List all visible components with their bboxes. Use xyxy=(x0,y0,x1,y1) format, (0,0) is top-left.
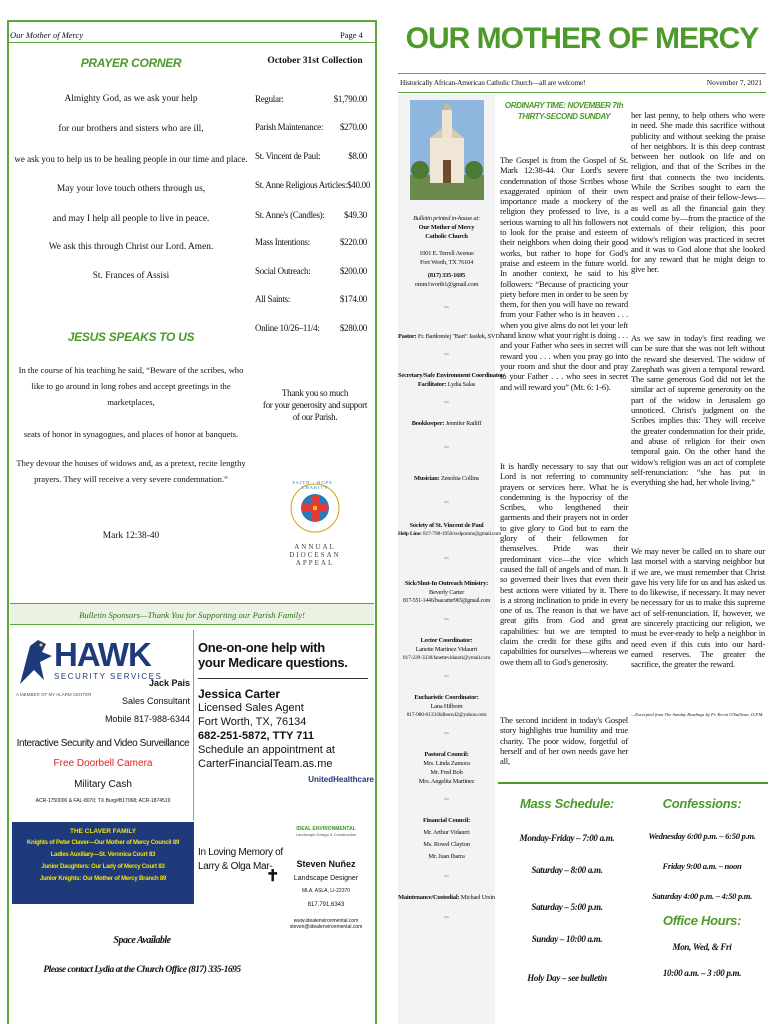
staff-entry: Pastor: Fr. Bartłomiej "Bart" Jasiłek, SVD xyxy=(398,333,500,340)
sponsors-banner: Bulletin Sponsors—Thank You for Supporting our Parish Family! xyxy=(10,603,374,625)
collection-thanks: Thank you so much for your generosity and support of our Parish. xyxy=(262,388,368,422)
church-info xyxy=(398,214,495,289)
divider-icon: ⇔ xyxy=(442,871,451,880)
hawk-license: ACR-1750000 & FAL-8070; TX Burg#B17968; ACR-1874519 xyxy=(35,798,171,804)
divider-icon: ⇔ xyxy=(442,397,451,406)
office-hours-heading: Office Hours: xyxy=(662,913,742,928)
church-email[interactable]: omm1worth1@gmail.com xyxy=(414,281,479,288)
church-name: Our Mother of Mercy xyxy=(418,224,475,231)
landscape-name: Steven Nuñez xyxy=(296,859,356,869)
divider-icon: ⇔ xyxy=(442,302,451,311)
collection-row: St. Vincent de Paul: $8.00 xyxy=(255,151,367,161)
mass-time: Saturday – 8:00 a.m. xyxy=(531,865,603,875)
reflection-text: It is hardly necessary to say that our Lord is not referring to community prayers or services here. What he is condemning is the hypocrisy of the Scribes, who lengthened their garments and their prayers not in order to give glory to God but to earn the glory of their fellowmen for themselves. Pride was their predominant vice—the vice which caused the fall of angels and of man. It so governed their lives that even their best actions were vitiated by it. There is a strong inclination to pride in every one of us. The reason is that we have great gifts from God and great capabilities: but we are tempted to claim the credit for these gifts and capabilities for ourselves—whereas we owe them all to God's generosity. xyxy=(500,461,628,667)
space-available: Space Available xyxy=(113,935,171,946)
left-header-rule xyxy=(7,42,377,43)
office-time: 10:00 a.m. – 3 :00 p.m. xyxy=(662,968,742,978)
staff-entry: Musician: Zenobia Collins xyxy=(414,475,479,482)
collection-row: Parish Maintenance: $270.00 xyxy=(255,122,367,132)
subtitle: Historically African-American Catholic Church—all are welcome! xyxy=(400,78,586,87)
gospel-line: seats of honor in synagogues, and places of honor at banquets. xyxy=(23,429,239,439)
page-number: Page 4 xyxy=(340,30,363,40)
collection-row: Mass Intentions: $220.00 xyxy=(255,237,367,247)
left-header-title: Our Mother of Mercy xyxy=(10,30,84,40)
subtitle-bar xyxy=(398,73,766,93)
staff-entry: Help Line: 817-798-1950/svdpomm@gmail.com xyxy=(398,531,502,537)
staff-entry: Secretary/Safe Environment Coordinator/ xyxy=(398,372,505,379)
staff-entry: Eucharistic Coordinator: xyxy=(414,694,479,701)
claver-lines: Knights of Peter Claver—Our Mother of Mercy Council 89 Ladies Auxiliary—St. Veronica Court 83 Junior Daughters: Our Lady of Mercy Court 83 Junior Knights: Our Mother of Mercy Branch 89 xyxy=(26,840,180,882)
reflection-text: We may never be called on to share our last morsel with a starving neighbor but if we are, we must remember that Christ gave his very life for us and has asked us to do likewise, if necessary. It may never be necessary for us to make this supreme act of self-renunciation. If, however, we are sincerely practicing our religion, we must be ever-ready to help a neighbor in need even if this cuts into our hard-earned reserves. The greater the sacrifice, the greater the reward. xyxy=(631,546,765,670)
claver-title: THE CLAVER FAMILY xyxy=(69,828,137,835)
printed-note: Bulletin printed in-house at: xyxy=(413,215,480,222)
staff-entry: Financial Council: xyxy=(423,817,470,824)
gospel-line: prayers. They will receive a very severe condemnation.” xyxy=(34,474,228,484)
main-title: OUR MOTHER OF MERCY xyxy=(405,22,759,55)
gospel-line: They devour the houses of widows and, as a pretext, recite lengthy xyxy=(16,458,246,468)
staff-entry: 817-551-1446/bsacarter965@gmail.com xyxy=(402,598,491,604)
reflection-credit: —Excerpted from The Sunday Readings by Fr. Kevin O'Sullivan, O.F.M. xyxy=(631,712,764,717)
reflection-text: As we saw in today's first reading we can be sure that she was not left without the reward she deserved. The widow of Zarephath was given a temporal reward. The same generous God did not let the similar act of supreme generosity on the part of the widow in Jerusalem go unnoticed. Christ's judgment on the Scribes implies this: They will receive the greater condemnation for their pride, and abuse of religion for their own temporal gain. On the other hand the widow's religion was an act of complete self-renunciation: “she has put in everything she had, her whole living.” xyxy=(631,333,765,488)
gospel-line: In the course of his teaching he said, “Beware of the scribes, who xyxy=(18,365,244,375)
prayer-line: we ask you to help us to be healing people in our time and place. xyxy=(14,154,248,164)
medicare-ad xyxy=(198,640,374,784)
staff-entry: Facilitator: Lydia Salas xyxy=(417,381,476,388)
staff-entry: Sick/Shut-In Outreach Ministry: xyxy=(404,580,489,587)
gospel-line: like to go around in long robes and accept greetings in the xyxy=(31,381,231,391)
landscape-logo-sub: Landscape Design & Construction xyxy=(295,832,357,837)
divider-icon: ⇔ xyxy=(442,671,451,680)
divider-icon: ⇔ xyxy=(442,794,451,803)
unitedhealthcare-logo: UnitedHealthcare xyxy=(308,775,374,784)
gospel-line: marketplaces, xyxy=(107,397,155,407)
confessions-schedule xyxy=(636,796,768,978)
divider-icon: ⇔ xyxy=(442,912,451,921)
memorial-text: In Loving Memory of Larry & Olga Mar- xyxy=(198,847,283,872)
confession-time: Saturday 4:00 p.m. – 4:50 p.m. xyxy=(651,891,753,901)
hawk-security-ad xyxy=(12,630,194,820)
collection-row: St. Anne Religious Articles: $40.00 xyxy=(255,180,371,190)
staff-entry: Beverly Carter xyxy=(429,589,464,596)
reflection-heading: ORDINARY TIME: NOVEMBER 7th THIRTY-SECOND SUNDAY xyxy=(504,101,624,121)
cross-icon: ✝ xyxy=(266,868,280,885)
schedule-rule xyxy=(498,782,768,784)
confession-time: Friday 9:00 a.m. – noon xyxy=(662,861,742,871)
confessions-heading: Confessions: xyxy=(662,796,742,811)
collection-row: Regular: $1,790.00 xyxy=(255,94,367,104)
staff-entry: Bookkeeper: Jennifer Ratliff xyxy=(411,420,482,427)
staff-entry: Society of St. Vincent de Paul xyxy=(409,522,484,529)
landscape-phone: 817.791.6343 xyxy=(307,902,345,908)
landscape-license: MLA, ASLA, LI-22370 xyxy=(301,888,351,894)
appeal-text: ANNUAL DIOCESAN APPEAL xyxy=(289,543,341,567)
collection-row: St. Anne's (Candles): $49.30 xyxy=(255,210,367,220)
divider-icon: ⇔ xyxy=(442,442,451,451)
hawk-phone: Mobile 817-988-6344 xyxy=(104,714,190,724)
hawk-logo-text: HAWK xyxy=(54,636,151,673)
collection-panel xyxy=(255,56,375,423)
ad-contact: Please contact Lydia at the Church Office (817) 335-1695 xyxy=(43,965,241,975)
staff-entry: Mr. Arthur Vidaurri xyxy=(423,829,470,836)
mass-heading: Mass Schedule: xyxy=(519,796,615,811)
prayer-line: for our brothers and sisters who are ill, xyxy=(58,124,204,134)
hawk-service: Interactive Security and Video Surveillance xyxy=(16,738,190,749)
hawk-role: Sales Consultant xyxy=(121,696,190,706)
staff-entry: Ms. Rowel Clayton xyxy=(423,841,470,848)
staff-list xyxy=(398,302,505,922)
confession-time: Wednesday 6:00 p.m. – 6:50 p.m. xyxy=(648,831,756,841)
hawk-cash: Military Cash xyxy=(74,779,132,790)
divider-icon: ⇔ xyxy=(442,728,451,737)
staff-entry: Mr. Juan Ibarra xyxy=(428,853,465,860)
mass-schedule xyxy=(500,796,634,983)
church-phone: (817) 335-1695 xyxy=(427,272,466,279)
collection-heading: October 31st Collection xyxy=(267,56,363,66)
landscape-logo: IDEAL ENVIRONMENTAL xyxy=(296,826,356,832)
prayer-line: and may I help all people to live in peace. xyxy=(52,214,210,224)
collection-table xyxy=(255,94,375,339)
bulletin-date: November 7, 2021 xyxy=(706,78,762,87)
mass-time: Saturday – 5:00 p.m. xyxy=(531,902,603,912)
prayer-line: We ask this through Christ our Lord. Amen. xyxy=(48,242,214,252)
appeal-ring-text: FAITH · HOPE · CHARITY xyxy=(292,480,338,490)
divider-icon: ⇔ xyxy=(442,553,451,562)
mass-time: Holy Day – see bulletin xyxy=(527,973,607,983)
divider-icon: ⇔ xyxy=(442,614,451,623)
church-photo-icon xyxy=(410,100,484,200)
church-address: 1001 E. Terrell Avenue xyxy=(419,250,474,257)
staff-entry: Lector Coordinator: xyxy=(420,637,473,644)
church-city: Fort Worth, TX 76104 xyxy=(419,259,474,266)
agent-details: Licensed Sales Agent Fort Worth, TX, 76134 682-251-5872, TTY 711 Schedule an appointment at CarterFinancialTeam.as.me xyxy=(198,702,335,770)
prayer-line: May your love touch others through us, xyxy=(56,184,206,194)
annual-appeal-logo xyxy=(280,478,350,568)
reflection-text: her last penny, to help others who were in need. She made this sacrifice without publicity and without seeking the praise of her neighbors. It is this deep contrast between her outlook on life and on religion, and that of the Scribes in the first that connects the two incidents. While the Scribes sought to earn the respect and praise of their fellow-Jews—as well as all the financial gain they could come by—from the practice of the externals of their religion, this poor widow's religion was practiced in secret and it was to God alone that she looked for any reward that he might deign to give her. xyxy=(631,110,765,275)
staff-entry: Mrs. Linda Zamora xyxy=(423,760,470,767)
hawk-tagline: A MEMBER OF MY ALARM CENTER xyxy=(16,692,92,697)
staff-entry: 817-980-0133/lhilborn42@yahoo.com xyxy=(406,712,487,718)
staff-entry: Lana Hilborn xyxy=(430,703,463,710)
divider-icon: ⇔ xyxy=(442,349,451,358)
collection-row: Online 10/26–11/4: $280.00 xyxy=(255,323,367,333)
prayer-signature: St. Frances of Assisi xyxy=(92,271,170,281)
landscape-email[interactable]: steven@idealenvironmental.com xyxy=(289,924,363,930)
medicare-headline: One-on-one help with your Medicare questions. xyxy=(198,640,348,670)
landscape-ad xyxy=(278,826,374,930)
landscape-role: Landscape Designer xyxy=(293,875,359,882)
staff-entry: 817-229-3338/lanettevidaurri@ymail.com xyxy=(402,655,491,661)
agent-name: Jessica Carter xyxy=(198,687,281,701)
hawk-offer: Free Doorbell Camera xyxy=(53,758,153,769)
reflection-text: The second incident in today's Gospel story highlights true humility and true charity. The poor widow, forgetful of herself and of her own needs gave her all, xyxy=(500,715,628,767)
staff-entry: Maintenance/Custodial: Michael Ursin xyxy=(398,894,495,901)
office-days: Mon, Wed, & Fri xyxy=(672,942,732,952)
staff-entry: Lanette Martinez Vidaurri xyxy=(415,646,478,653)
claver-family-ad xyxy=(12,822,194,904)
church-name-2: Catholic Church xyxy=(425,233,468,240)
divider-icon: ⇔ xyxy=(442,497,451,506)
collection-row: All Saints: $174.00 xyxy=(255,294,367,304)
collection-row: Social Outreach: $200.00 xyxy=(255,266,367,276)
reflection-text: The Gospel is from the Gospel of St. Mark 12:38-44. Our Lord's severe condemnation of those Scribes whose exaggerated opinion of their own importance made a mockery of the religion they professed to live, is a serious warning to all his followers not to look for the praise and esteem of their neighbors when doing their good works, but rather to hope for God's praise and esteem in the future world. In another context, he said to his followers: “Because of practicing your piety before men in order to be seen by them, for then you will have no reward from your Father who is in heaven . . . when you give alms do not let your left hand know what your right is doing . . . and your Father who sees in secret will reward you . . . when you pray go into your room and shut the door and pray to your Father . . . who sees in secret and will reward you” (Mt. 6: 1-6). xyxy=(500,155,628,392)
prayer-heading: PRAYER CORNER xyxy=(80,56,182,70)
staff-entry: Mr. Fred Bob xyxy=(430,769,463,776)
hawk-logo-sub: SECURITY SERVICES xyxy=(54,672,163,681)
mass-time: Sunday – 10:00 a.m. xyxy=(531,934,603,944)
mass-time: Monday-Friday – 7:00 a.m. xyxy=(519,833,615,843)
gospel-reference: Mark 12:38-40 xyxy=(102,531,160,541)
landscape-web[interactable]: www.idealenvironmental.com xyxy=(293,918,359,924)
prayer-line: Almighty God, as we ask your help xyxy=(64,94,198,104)
staff-entry: Pastoral Council: xyxy=(424,751,469,758)
left-top-rule xyxy=(7,20,377,22)
jesus-heading: JESUS SPEAKS TO US xyxy=(67,330,195,344)
staff-entry: Mrs. Angelita Martinez xyxy=(418,778,475,785)
medicare-divider xyxy=(198,678,368,679)
hawk-contact: Jack Pais xyxy=(148,678,190,688)
